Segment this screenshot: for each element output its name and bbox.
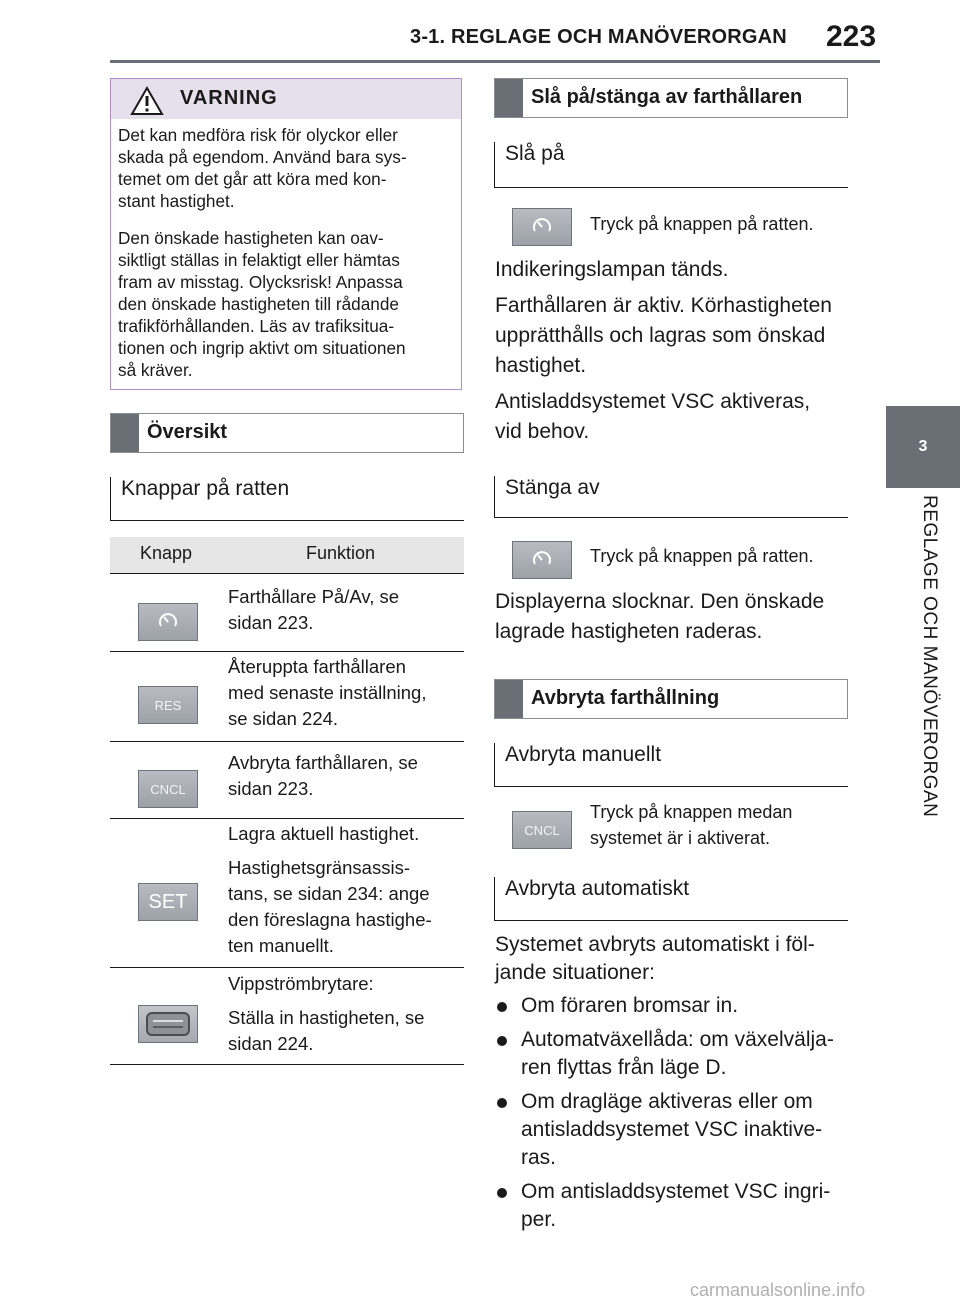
table-rule xyxy=(110,651,464,652)
text-line: tans, se sidan 234: ange xyxy=(228,883,430,904)
table-header-function: Funktion xyxy=(306,543,376,563)
text-line: siktligt ställas in felaktigt eller hämtas xyxy=(118,250,400,270)
text-line: Vippströmbrytare: xyxy=(228,973,374,994)
button-label: CNCL xyxy=(150,781,186,797)
list-item xyxy=(497,1178,847,1234)
text-line: Antisladdsystemet VSC aktiveras, xyxy=(495,390,811,413)
spacer xyxy=(228,997,458,1005)
warning-title: VARNING xyxy=(180,87,278,109)
text-line: sidan 224. xyxy=(228,1033,314,1054)
cncl-button xyxy=(138,770,198,808)
button-label: SET xyxy=(148,890,188,913)
chapter-tab-divider xyxy=(886,488,960,492)
rocker-switch-button xyxy=(138,1005,198,1043)
text-line: så kräver. xyxy=(118,360,193,380)
text-line: ren flyttas från läge D. xyxy=(521,1056,727,1079)
text-line: med senaste inställning, xyxy=(228,682,427,703)
chapter-number: 3 xyxy=(918,438,928,455)
chapter-tab[interactable] xyxy=(886,406,960,488)
text-line: hastighet. xyxy=(495,354,587,377)
table-row xyxy=(228,654,458,732)
cancel-auto-intro xyxy=(495,931,850,987)
spacer xyxy=(228,847,458,855)
text-line: Om antisladdsystemet VSC ingri- xyxy=(521,1180,831,1203)
table-rule xyxy=(110,818,464,819)
bullet-icon xyxy=(497,1036,507,1046)
text-line: upprätthålls och lagras som önskad xyxy=(495,324,826,347)
page-number: 223 xyxy=(826,20,877,53)
section-header-overview xyxy=(110,413,464,453)
text-line: Systemet avbryts automatiskt i föl- xyxy=(495,933,815,956)
text-line: Om föraren bromsar in. xyxy=(521,994,739,1017)
cruise-control-icon xyxy=(531,216,553,238)
cruise-control-button xyxy=(512,208,572,246)
text-line: Automatväxellåda: om växelvälja- xyxy=(521,1028,834,1051)
text-line: Hastighetsgränsassis- xyxy=(228,857,410,878)
text-line: Farthållare På/Av, se xyxy=(228,586,400,607)
table-row xyxy=(228,750,458,802)
warning-paragraph-2 xyxy=(118,227,454,381)
turn-off-description xyxy=(495,587,850,647)
text-line: temet om det går att köra med kon- xyxy=(118,169,387,189)
text-line: Återuppta farthållaren xyxy=(228,656,406,677)
text-line: Det kan medföra risk för olyckor eller xyxy=(118,125,398,145)
cruise-control-icon xyxy=(531,549,553,571)
cruise-control-button xyxy=(512,541,572,579)
subheader-cancel-auto xyxy=(494,877,848,921)
instruction-cancel-manual xyxy=(590,799,840,851)
text-line: stant hastighet. xyxy=(118,191,235,211)
instruction-turn-off: Tryck på knappen på ratten. xyxy=(590,546,814,566)
text-line: ten manuellt. xyxy=(228,935,334,956)
turn-on-description xyxy=(495,255,850,447)
subheader-text: Knappar på ratten xyxy=(121,477,290,500)
cruise-control-icon xyxy=(157,611,179,633)
subheader-cancel-manual xyxy=(494,743,848,787)
table-rule xyxy=(110,1064,464,1065)
text-line: Avbryta farthållaren, se xyxy=(228,752,418,773)
text-line: se sidan 224. xyxy=(228,708,339,729)
text-line: Tryck på knappen medan xyxy=(590,802,793,822)
bullet-text xyxy=(521,1178,847,1234)
instruction-turn-on: Tryck på knappen på ratten. xyxy=(590,214,814,234)
chapter-title: REGLAGE OCH MANÖVERORGAN xyxy=(919,495,940,818)
text-line: ras. xyxy=(521,1146,557,1169)
table-rule xyxy=(110,741,464,742)
bullet-text xyxy=(521,1026,847,1082)
subheader-turn-off xyxy=(494,476,848,518)
button-label: CNCL xyxy=(524,822,560,838)
text-line: Den önskade hastigheten kan oav- xyxy=(118,228,384,248)
cruise-control-button xyxy=(138,603,198,641)
subheader-turn-on xyxy=(494,142,848,188)
list-item xyxy=(497,1088,847,1172)
text-line: Displayerna slocknar. Den önskade xyxy=(495,590,825,613)
text-line: per. xyxy=(521,1208,557,1231)
subheader-steering-buttons xyxy=(110,477,464,521)
text-line: lagrade hastigheten raderas. xyxy=(495,620,763,643)
table-rule xyxy=(110,573,464,574)
text-line: fram av misstag. Olycksrisk! Anpassa xyxy=(118,272,403,292)
text-line: den föreslagna hastighe- xyxy=(228,909,432,930)
section-title-cancel: Avbryta farthållning xyxy=(531,687,720,709)
bullet-icon xyxy=(497,1098,507,1108)
table-rule xyxy=(110,967,464,968)
bullet-icon xyxy=(497,1188,507,1198)
rocker-switch-icon xyxy=(145,1011,191,1037)
text-line: trafikförhållanden. Läs av trafiksitua- xyxy=(118,316,395,336)
text-line: Lagra aktuell hastighet. xyxy=(228,823,420,844)
table-header-button: Knapp xyxy=(140,543,193,563)
section-marker xyxy=(495,680,523,718)
text-line: tionen och ingrip aktivt om situationen xyxy=(118,338,406,358)
text-line: Ställa in hastigheten, se xyxy=(228,1007,425,1028)
warning-triangle-icon xyxy=(130,86,164,116)
text-line: Om dragläge aktiveras eller om xyxy=(521,1090,813,1113)
bullet-icon xyxy=(497,1002,507,1012)
section-marker xyxy=(111,414,139,452)
text-line: skada på egendom. Använd bara sys- xyxy=(118,147,407,167)
section-title-overview: Översikt xyxy=(147,421,228,443)
text-line: vid behov. xyxy=(495,420,590,443)
warning-paragraph-1 xyxy=(118,124,454,212)
section-title: 3-1. REGLAGE OCH MANÖVERORGAN xyxy=(410,26,787,48)
subheader-text: Avbryta automatiskt xyxy=(505,877,690,900)
button-label: RES xyxy=(154,697,182,713)
bullet-text xyxy=(521,1088,847,1172)
section-marker xyxy=(495,79,523,117)
subheader-text: Stänga av xyxy=(505,476,600,499)
text-line: sidan 223. xyxy=(228,612,314,633)
text-line: Farthållaren är aktiv. Körhastigheten xyxy=(495,294,832,317)
subheader-text: Avbryta manuellt xyxy=(505,743,662,766)
table-row xyxy=(228,584,458,636)
list-item xyxy=(497,1026,847,1082)
section-header-cancel xyxy=(494,679,848,719)
section-header-toggle xyxy=(494,78,848,118)
res-button xyxy=(138,686,198,724)
text-line: systemet är i aktiverat. xyxy=(590,828,771,848)
text-line: Indikeringslampan tänds. xyxy=(495,258,729,281)
cncl-button xyxy=(512,811,572,849)
table-row xyxy=(228,971,458,1057)
table-row xyxy=(228,821,458,959)
header-rule xyxy=(110,60,880,63)
subheader-text: Slå på xyxy=(505,142,565,165)
text-line: antisladdsystemet VSC inaktive- xyxy=(521,1118,823,1141)
set-button xyxy=(138,883,198,921)
watermark: carmanualsonline.info xyxy=(690,1280,866,1300)
list-item xyxy=(497,992,847,1020)
text-line: sidan 223. xyxy=(228,778,314,799)
section-title-toggle: Slå på/stänga av farthållaren xyxy=(531,86,803,108)
text-line: den önskade hastigheten till rådande xyxy=(118,294,399,314)
text-line: jande situationer: xyxy=(495,961,655,984)
